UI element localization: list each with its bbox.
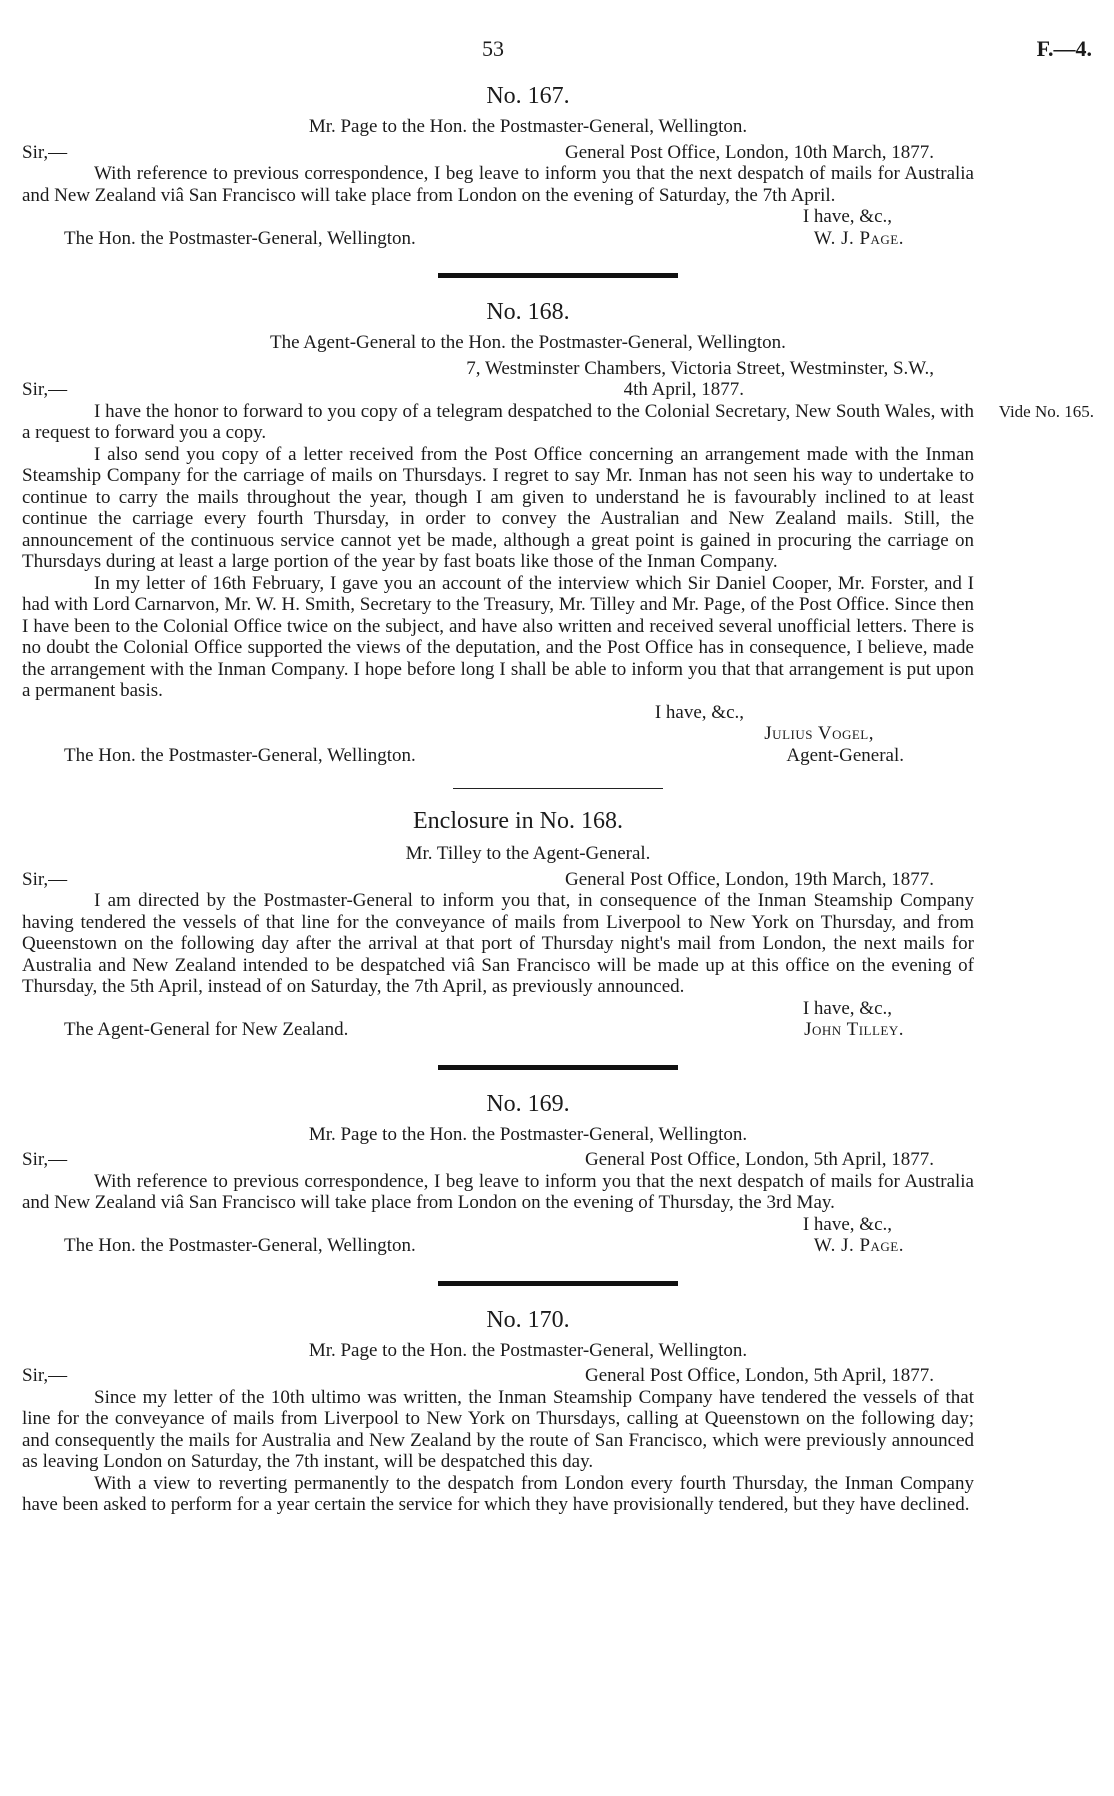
salutation: Sir,— xyxy=(22,141,68,163)
paragraph: I also send you copy of a letter received from the Post Office concerning an arrangement made with the Inman Steamship Company for the carriage of mails on Thursdays. I regret to say Mr. Inman has not seen his way to undertake to continue to carry the mails throughout the year, though I am given to understand he is favourably inclined to at least continue the carriage every fourth Thursday, in order to convey the Australian and New Zealand mails. Still, the announcement of the continuous service cannot yet be made, although a great point is gained in procuring the carriage on Thursdays during at least a large portion of the year by fast boats like those of the Inman Company. xyxy=(22,443,974,572)
signatory-title: Agent-General. xyxy=(786,744,904,766)
signature-row xyxy=(22,1235,974,1257)
signature-row xyxy=(22,745,974,767)
letter-body xyxy=(22,1171,974,1214)
letter-number: No. 168. xyxy=(486,299,570,325)
paragraph: Since my letter of the 10th ultimo was written, the Inman Steamship Company have tendered the vessels of that line for the conveyance of mails from Liverpool to New York on Thursdays, calling at Queenstown on the following day; and consequently the mails for Australia and New Zealand by the route of San Francisco, which were previously announced as leaving London on Saturday, the 7th instant, will be despatched this day. xyxy=(22,1386,974,1472)
salutation-row xyxy=(22,142,974,164)
salutation: Sir,— xyxy=(22,868,68,890)
addressee: The Hon. the Postmaster-General, Wellington. xyxy=(64,744,416,766)
letter-number: No. 167. xyxy=(486,83,570,109)
letter-167 xyxy=(22,82,974,249)
enclosure-heading: Enclosure in No. 168. xyxy=(413,808,623,834)
salutation-row xyxy=(22,379,974,401)
paragraph: In my letter of 16th February, I gave you an account of the interview which Sir Daniel Cooper, Mr. Forster, and I had with Lord Carnarvon, Mr. W. H. Smith, Secretary to the Treasury, Mr. Tilley and Mr. Page, of the Post Office. Since then I have been to the Colonial Office twice on the subject, and have also written and received several unofficial letters. There is no doubt the Colonial Office supported the views of the deputation, and the Post Office has in consequence, I believe, made the arrangement with the Inman Company. I hope before long I shall be able to inform you that that arrangement is put upon a permanent basis. xyxy=(22,572,974,701)
section-divider xyxy=(438,1281,678,1286)
paragraph: I am directed by the Postmaster-General to inform you that, in consequence of the Inman Steamship Company having tendered the vessels of that line for the conveyance of mails from Liverpool to New York on Thursday, and from Queenstown on the following day after the arrival at that port of Thursday night's mail from London, the next mails for Australia and New Zealand intended to be despatched viâ San Francisco will be made up at this office on the evening of Thursday, the 5th April, instead of on Saturday, the 7th April, as previously announced. xyxy=(22,890,974,997)
letter-168 xyxy=(22,298,1094,766)
letter-from: Mr. Page to the Hon. the Postmaster-General, Wellington. xyxy=(308,1339,748,1361)
salutation-row xyxy=(22,1149,974,1171)
closing: I have, &c., xyxy=(802,206,892,227)
section-divider xyxy=(438,1065,678,1070)
letter-date: 4th April, 1877. xyxy=(623,379,744,400)
sender-address: General Post Office, London, 5th April, 1877. xyxy=(585,1149,934,1170)
letter-body xyxy=(22,400,1094,702)
signature-row xyxy=(22,1019,974,1041)
letter-number: No. 170. xyxy=(486,1306,570,1333)
salutation-row xyxy=(22,869,974,891)
sender-address: General Post Office, London, 10th March, 1877. xyxy=(564,141,934,163)
sender-address: 7, Westminster Chambers, Victoria Street, Westminster, S.W., xyxy=(466,357,934,379)
addressee: The Agent-General for New Zealand. xyxy=(64,1019,349,1040)
signature: John Tilley. xyxy=(804,1019,904,1040)
letter-170 xyxy=(22,1306,974,1516)
letter-body xyxy=(22,163,974,206)
letter-from: Mr. Tilley to the Agent-General. xyxy=(405,843,651,864)
addressee: The Hon. the Postmaster-General, Wellington. xyxy=(64,1235,416,1256)
enclosure-168 xyxy=(22,807,974,1041)
closing: I have, &c., xyxy=(654,701,744,723)
salutation: Sir,— xyxy=(22,379,68,400)
paragraph: With reference to previous correspondence, I beg leave to inform you that the next despatch of mails for Australia and New Zealand viâ San Francisco will take place from London on the evening of Thursday, the 3rd May. xyxy=(22,1170,974,1213)
salutation: Sir,— xyxy=(22,1149,68,1170)
addressee: The Hon. the Postmaster-General, Wellington. xyxy=(64,227,416,249)
section-divider xyxy=(438,273,678,278)
paragraph: With reference to previous correspondence, I beg leave to inform you that the next despatch of mails for Australia and New Zealand viâ San Francisco will take place from London on the evening of Saturday, the 7th April. xyxy=(22,163,974,206)
letter-from: The Agent-General to the Hon. the Postmaster-General, Wellington. xyxy=(270,332,786,353)
salutation-row xyxy=(22,1365,974,1387)
section-divider xyxy=(453,788,663,789)
letter-body xyxy=(22,890,974,998)
letter-from: Mr. Page to the Hon. the Postmaster-General, Wellington. xyxy=(308,1123,748,1145)
salutation: Sir,— xyxy=(22,1365,68,1386)
closing: I have, &c., xyxy=(802,1213,892,1235)
margin-note: Vide No. 165. xyxy=(998,401,1094,421)
letter-body xyxy=(22,1387,974,1516)
letter-169 xyxy=(22,1090,974,1257)
paragraph: I have the honor to forward to you copy of a telegram despatched to the Colonial Secretary, New South Wales, with a request to forward you a copy. xyxy=(22,400,974,443)
signature: W. J. Page. xyxy=(813,1235,904,1256)
page-number: 53 xyxy=(482,36,504,61)
signature: Julius Vogel, xyxy=(764,723,874,744)
signature: W. J. Page. xyxy=(813,227,904,249)
signature-row xyxy=(22,228,974,250)
closing: I have, &c., xyxy=(802,997,892,1019)
letter-number: No. 169. xyxy=(486,1090,570,1117)
page-header xyxy=(22,34,1092,74)
paper-code: F.—4. xyxy=(1036,36,1092,61)
letter-from: Mr. Page to the Hon. the Postmaster-General, Wellington. xyxy=(308,116,748,137)
sender-address: General Post Office, London, 19th March, 1877. xyxy=(564,868,934,890)
sender-address: General Post Office, London, 5th April, 1877. xyxy=(585,1365,934,1386)
paragraph: With a view to reverting permanently to the despatch from London every fourth Thursday, the Inman Company have been asked to perform for a year certain the service for which they have provisionally tendered, but they have declined. xyxy=(22,1472,974,1515)
